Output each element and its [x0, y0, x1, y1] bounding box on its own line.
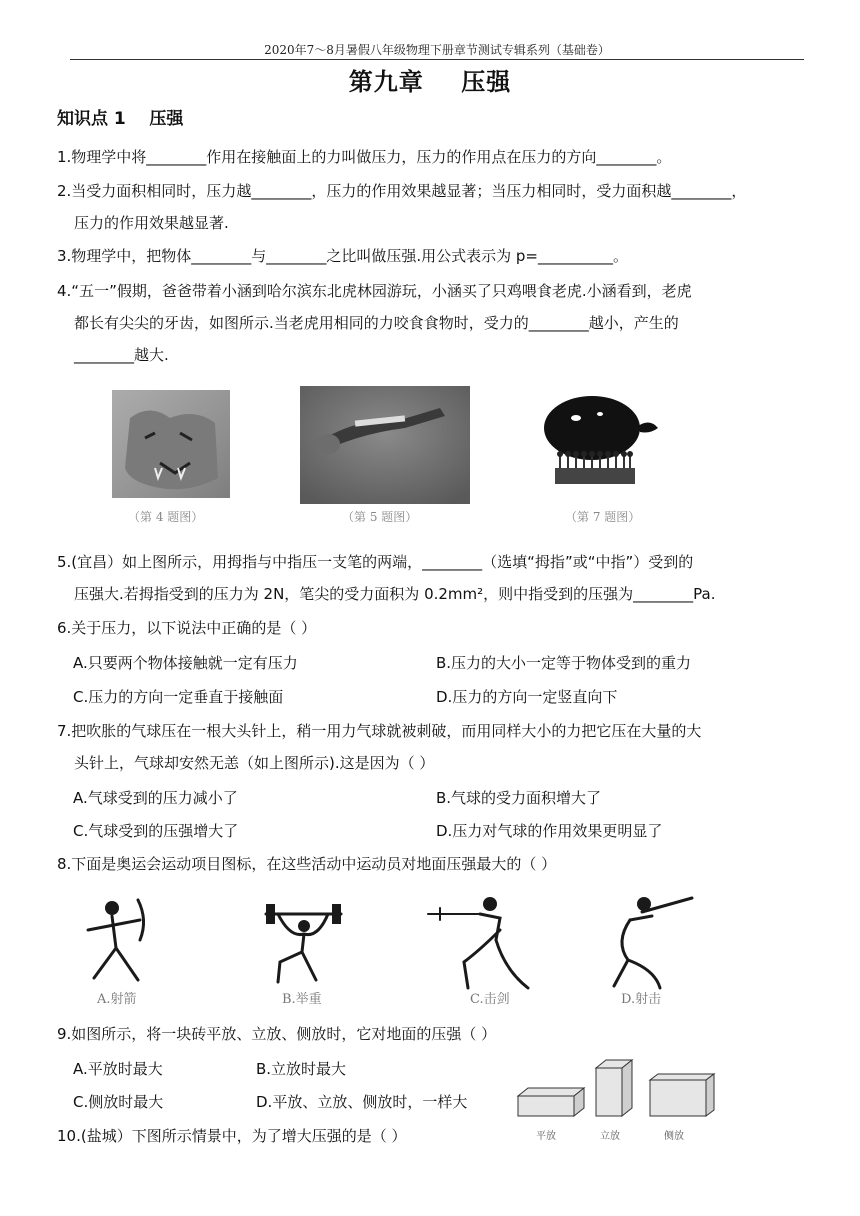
question-7-option-d: D.压力对气球的作用效果更明显了 [436, 822, 663, 840]
brick-side [650, 1074, 714, 1116]
question-4 [57, 275, 809, 371]
fencing-pictogram [428, 897, 528, 988]
question-9-option-c: C.侧放时最大 [73, 1093, 164, 1111]
question-2 [57, 175, 809, 239]
question-4-line-1: 4.“五一”假期，爸爸带着小涵到哈尔滨东北虎林园游玩，小涵买了只鸡喂食老虎.小涵看到，老虎 [57, 282, 692, 300]
header-rule [70, 59, 804, 60]
brick-caption-side: 侧放 [664, 1131, 684, 1142]
question-5-line-2: 压强大.若拇指受到的压力为 2N，笔尖的受力面积为 0.2mm²，则中指受到的压强为________Pa. [74, 585, 716, 603]
question-2-line-2: 压力的作用效果越显著. [74, 214, 229, 232]
weightlifting-pictogram [266, 904, 341, 982]
question-7-line-1: 7.把吹胀的气球压在一根大头针上，稍一用力气球就被刺破，而用同样大小的力把它压在大量的大 [57, 722, 702, 740]
question-9-option-b: B.立放时最大 [256, 1060, 347, 1078]
brick-upright [596, 1060, 632, 1116]
question-9-option-a: A.平放时最大 [73, 1060, 163, 1078]
brick-flat [518, 1088, 584, 1116]
question-6-option-c: C.压力的方向一定垂直于接触面 [73, 688, 284, 706]
pictogram-caption-c: C.击剑 [470, 992, 510, 1007]
figure-caption-5: （第 5 题图） [342, 510, 418, 524]
figures-row [100, 378, 670, 528]
question-7-line-2: 头针上，气球却安然无恙（如上图所示).这是因为（ ） [74, 754, 435, 772]
brick-caption-upright: 立放 [600, 1131, 620, 1142]
question-9-option-d: D.平放、立放、侧放时，一样大 [256, 1093, 468, 1111]
question-5-line-1: 5.(宜昌）如上图所示，用拇指与中指压一支笔的两端，________（选填“拇指”或“中指”）受到的 [57, 553, 694, 571]
question-6-option-a: A.只要两个物体接触就一定有压力 [73, 654, 298, 672]
question-4-line-2: 都长有尖尖的牙齿，如图所示.当老虎用相同的力咬食食物时，受力的________越小，产生的 [74, 314, 679, 332]
question-7 [57, 715, 809, 779]
question-6-option-b: B.压力的大小一定等于物体受到的重力 [436, 654, 692, 672]
question-9: 9.如图所示，将一块砖平放、立放、侧放时，它对地面的压强（ ） [57, 1025, 497, 1043]
figure-caption-4: （第 4 题图） [128, 510, 204, 524]
brick-caption-flat: 平放 [536, 1131, 556, 1142]
question-10: 10.(盐城）下图所示情景中，为了增大压强的是（ ） [57, 1127, 407, 1145]
question-7-option-b: B.气球的受力面积增大了 [436, 789, 602, 807]
pictogram-caption-b: B.举重 [282, 992, 322, 1007]
pictogram-caption-d: D.射击 [621, 992, 662, 1007]
question-7-option-a: A.气球受到的压力减小了 [73, 789, 238, 807]
balloon-on-pins-illustration [544, 396, 658, 484]
question-6-option-d: D.压力的方向一定竖直向下 [436, 688, 618, 706]
question-4-line-3: ________越大. [74, 346, 169, 364]
section-heading: 知识点 1 压强 [57, 109, 184, 129]
tiger-photo [112, 390, 230, 498]
question-6: 6.关于压力，以下说法中正确的是（ ） [57, 619, 317, 637]
question-3: 3.物理学中，把物体________与________之比叫做压强.用公式表示为 p=__________。 [57, 247, 628, 265]
question-5 [57, 546, 809, 610]
question-8: 8.下面是奥运会运动项目图标，在这些活动中运动员对地面压强最大的（ ） [57, 855, 557, 873]
figure-caption-7: （第 7 题图） [565, 510, 641, 524]
shooting-pictogram [614, 897, 692, 988]
pictogram-caption-a: A.射箭 [97, 992, 137, 1007]
question-2-line-1: 2.当受力面积相同时，压力越________，压力的作用效果越显著；当压力相同时，受力面积越________， [57, 182, 747, 200]
bricks-illustration [512, 1056, 722, 1124]
question-1: 1.物理学中将________作用在接触面上的力叫做压力，压力的作用点在压力的方向________。 [57, 148, 672, 166]
running-header: 2020年7～8月暑假八年级物理下册章节测试专辑系列（基础卷） [264, 43, 610, 57]
archery-pictogram [88, 900, 144, 980]
chapter-title: 第九章 压强 [348, 68, 512, 96]
pen-photo [300, 386, 470, 504]
question-7-option-c: C.气球受到的压强增大了 [73, 822, 239, 840]
